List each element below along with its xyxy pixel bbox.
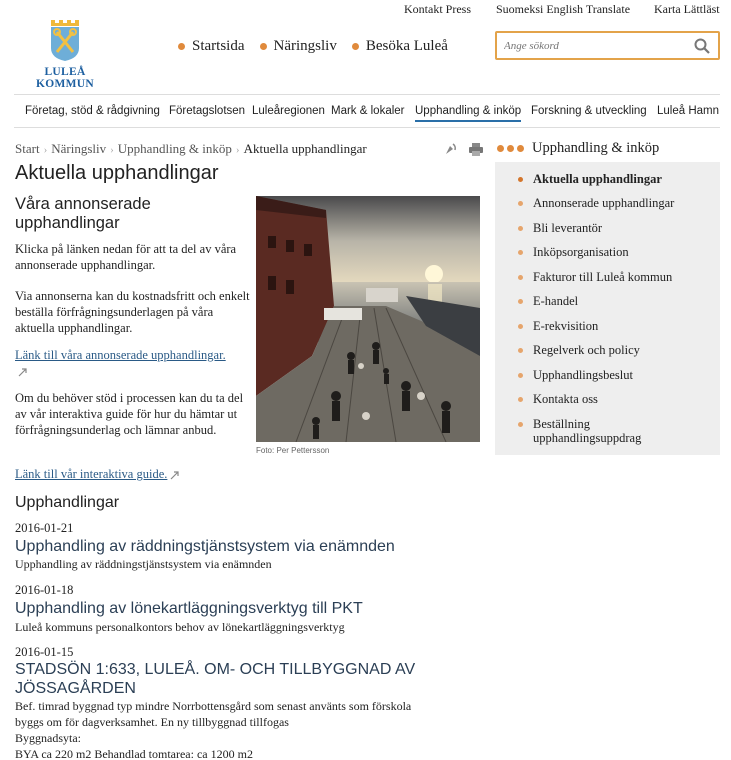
lattlast-link[interactable]: Lättläst	[683, 2, 720, 16]
print-icon[interactable]	[468, 142, 484, 156]
english-link[interactable]: English	[546, 2, 584, 16]
sidebar-heading: Upphandling & inköp	[497, 140, 659, 157]
procurement-title-link[interactable]: Upphandling av räddningstjänstsystem via enämnden	[15, 538, 395, 555]
sidebar-item-erekvisition[interactable]: E-rekvisition	[518, 319, 598, 333]
bullet-icon	[518, 201, 523, 206]
sidebar-item-leverantor[interactable]: Bli leverantör	[518, 221, 602, 235]
external-link-icon	[18, 368, 27, 377]
sidebar-item-fakturor[interactable]: Fakturor till Luleå kommun	[518, 270, 672, 284]
kontakt-link[interactable]: Kontakt	[404, 2, 443, 16]
bullet-icon	[518, 275, 523, 280]
bullet-icon	[518, 299, 523, 304]
bullet-icon	[518, 422, 523, 427]
link-ads-paragraph	[15, 347, 250, 379]
bullet-icon	[518, 226, 523, 231]
page-title: Aktuella upphandlingar	[15, 162, 219, 184]
subnav-foretag[interactable]: Företag, stöd & rådgivning	[25, 105, 160, 117]
nav-startsida[interactable]: Startsida	[178, 38, 245, 55]
procurement-desc-extra: Byggnadsyta:	[15, 731, 81, 745]
guide-text: Om du behöver stöd i processen kan du ta del av vår interaktiva guide för hur du hämtar ut förfrågningsunderlag och lämnar anbud.	[15, 391, 244, 437]
subnav-forskning[interactable]: Forskning & utveckling	[531, 105, 647, 117]
page-tools	[444, 142, 484, 156]
sidebar-item-bestallning[interactable]: Beställning upphandlingsuppdrag	[518, 417, 688, 445]
suomeksi-link[interactable]: Suomeksi	[496, 2, 544, 16]
sidebar-item-kontakta[interactable]: Kontakta oss	[518, 392, 598, 406]
search-icon[interactable]	[694, 38, 710, 54]
sidebar-item-aktuella[interactable]: Aktuella upphandlingar	[518, 172, 662, 186]
bullet-icon	[518, 250, 523, 255]
nav-bullet-icon	[178, 43, 185, 50]
chevron-right-icon: ›	[235, 144, 240, 156]
chevron-right-icon: ›	[110, 144, 114, 156]
interactive-guide-link[interactable]: Länk till vår interaktiva guide.	[15, 467, 168, 481]
bullet-icon	[518, 397, 523, 402]
sidebar-menu	[495, 162, 720, 455]
subnav-lulea-hamn[interactable]: Luleå Hamn	[657, 105, 720, 117]
crumb-current: Aktuella upphandlingar	[243, 141, 367, 156]
nav-bullet-icon	[352, 43, 359, 50]
search-box	[495, 31, 720, 60]
procurement-desc: Luleå kommuns personalkontors behov av lönekartläggningsverktyg	[15, 620, 345, 634]
crumb-naringsliv[interactable]: Näringsliv	[51, 141, 107, 156]
press-link[interactable]: Press	[445, 2, 472, 16]
intro-text: Klicka på länken nedan för att ta del av våra annonserade upphandlingar.	[15, 242, 237, 272]
procurement-title-link[interactable]: Upphandling av lönekartläggningsverktyg till PKT	[15, 600, 363, 617]
lead-heading: Våra annonserade upphandlingar	[15, 195, 151, 232]
procurements-heading: Upphandlingar	[15, 494, 120, 511]
sub-nav	[14, 94, 720, 128]
logo-text: LULEÅ KOMMUN	[35, 66, 94, 90]
search-input[interactable]	[497, 33, 682, 58]
procurement-desc: Bef. timrad byggnad typ mindre Norrbottensgård som senast använts som förskola byggs om för dagverksamhet. En ny tillbyggnad tillfogas	[15, 699, 412, 729]
nav-naringsliv[interactable]: Näringsliv	[260, 38, 337, 55]
procurement-date: 2016-01-15	[15, 645, 74, 659]
crumb-start[interactable]: Start	[15, 141, 40, 156]
bullet-icon	[518, 177, 523, 182]
ads-text: Via annonserna kan du kostnadsfritt och enkelt beställa förfrågningsunderlagen på våra aktuella upphandlingar.	[15, 289, 250, 335]
sidebar-item-beslut[interactable]: Upphandlingsbeslut	[518, 368, 633, 382]
announced-procurements-link[interactable]: Länk till våra annonserade upphandlingar.	[15, 348, 226, 362]
subnav-foretagslotsen[interactable]: Företagslotsen	[169, 105, 246, 117]
bullet-icon	[518, 373, 523, 378]
breadcrumb	[15, 141, 367, 157]
harbour-photo	[256, 196, 480, 442]
procurement-date: 2016-01-21	[15, 521, 74, 535]
bullet-icon	[518, 324, 523, 329]
subnav-mark-lokaler[interactable]: Mark & lokaler	[331, 105, 405, 117]
sidebar-item-annonserade[interactable]: Annonserade upphandlingar	[518, 196, 674, 210]
external-link-icon	[170, 471, 179, 480]
main-nav	[178, 38, 463, 55]
chevron-right-icon: ›	[43, 144, 48, 156]
utility-links-left	[404, 2, 471, 17]
procurement-desc: Upphandling av räddningstjänstsystem via enämnden	[15, 557, 272, 571]
photo-caption: Foto: Per Pettersson	[256, 446, 330, 455]
bullet-icon	[518, 348, 523, 353]
sidebar-item-regelverk[interactable]: Regelverk och policy	[518, 343, 640, 357]
sidebar-item-inkopsorganisation[interactable]: Inköpsorganisation	[518, 245, 629, 259]
nav-besoka-lulea[interactable]: Besöka Luleå	[352, 38, 448, 55]
site-logo[interactable]	[14, 18, 116, 90]
karta-link[interactable]: Karta	[654, 2, 681, 16]
sidebar-item-ehandel[interactable]: E-handel	[518, 294, 578, 308]
utility-links-right	[654, 2, 720, 17]
three-dots-icon	[497, 145, 524, 152]
procurement-desc-extra: BYA ca 220 m2 Behandlad tomtarea: ca 1200 m2	[15, 747, 253, 760]
utility-links-lang	[496, 2, 630, 17]
procurement-title-link[interactable]: STADSÖN 1:633, LULEÅ. OM- OCH TILLBYGGNAD AV JÖSSAGÅRDEN	[15, 661, 416, 697]
translate-link[interactable]: Translate	[585, 2, 631, 16]
nav-bullet-icon	[260, 43, 267, 50]
crumb-upphandling[interactable]: Upphandling & inköp	[117, 141, 232, 156]
listen-icon[interactable]	[444, 142, 458, 156]
subnav-upphandling[interactable]: Upphandling & inköp	[415, 105, 521, 122]
subnav-lulearegionen[interactable]: Luleåregionen	[252, 105, 325, 117]
coat-of-arms-icon	[48, 18, 82, 62]
link-guide-paragraph	[15, 466, 250, 482]
procurement-date: 2016-01-18	[15, 583, 74, 597]
